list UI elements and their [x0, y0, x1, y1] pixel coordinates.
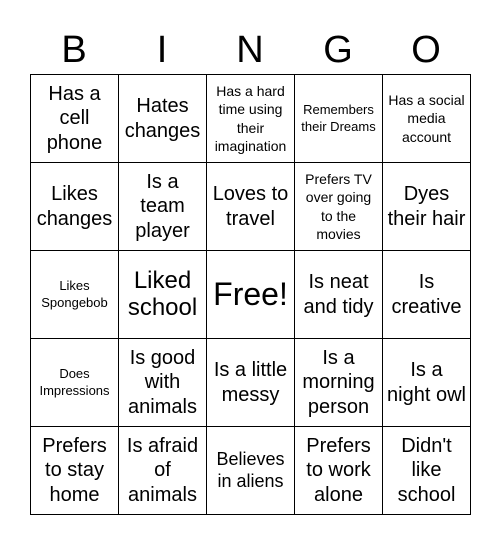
bingo-cell[interactable]: Is good with animals	[119, 339, 207, 427]
bingo-cell[interactable]: Prefers to work alone	[295, 427, 383, 515]
bingo-cell[interactable]: Believes in aliens	[207, 427, 295, 515]
bingo-cell[interactable]: Is afraid of animals	[119, 427, 207, 515]
header-letter-o: O	[411, 29, 441, 71]
bingo-cell[interactable]: Didn't like school	[383, 427, 471, 515]
bingo-cell[interactable]: Is creative	[383, 251, 471, 339]
bingo-cell[interactable]: Has a cell phone	[31, 75, 119, 163]
bingo-cell[interactable]: Has a hard time using their imagination	[207, 75, 295, 163]
bingo-cell[interactable]: Liked school	[119, 251, 207, 339]
header-letter-n: N	[236, 29, 264, 71]
bingo-card-grid	[30, 74, 471, 515]
free-space-cell[interactable]: Free!	[207, 251, 295, 339]
bingo-cell[interactable]: Does Impressions	[31, 339, 119, 427]
header-letter-i: I	[156, 29, 168, 71]
bingo-cell[interactable]: Likes changes	[31, 163, 119, 251]
bingo-cell[interactable]: Is neat and tidy	[295, 251, 383, 339]
bingo-cell[interactable]: Dyes their hair	[383, 163, 471, 251]
bingo-cell[interactable]: Loves to travel	[207, 163, 295, 251]
bingo-cell[interactable]: Hates changes	[119, 75, 207, 163]
bingo-cell[interactable]: Is a little messy	[207, 339, 295, 427]
bingo-cell[interactable]: Prefers to stay home	[31, 427, 119, 515]
header-letter-b: B	[61, 29, 87, 71]
bingo-cell[interactable]: Is a morning person	[295, 339, 383, 427]
bingo-cell[interactable]: Is a team player	[119, 163, 207, 251]
bingo-cell[interactable]: Prefers TV over going to the movies	[295, 163, 383, 251]
bingo-cell[interactable]: Remembers their Dreams	[295, 75, 383, 163]
bingo-cell[interactable]: Is a night owl	[383, 339, 471, 427]
bingo-header	[30, 28, 470, 72]
bingo-cell[interactable]: Has a social media account	[383, 75, 471, 163]
header-letter-g: G	[323, 29, 353, 71]
bingo-cell[interactable]: Likes Spongebob	[31, 251, 119, 339]
